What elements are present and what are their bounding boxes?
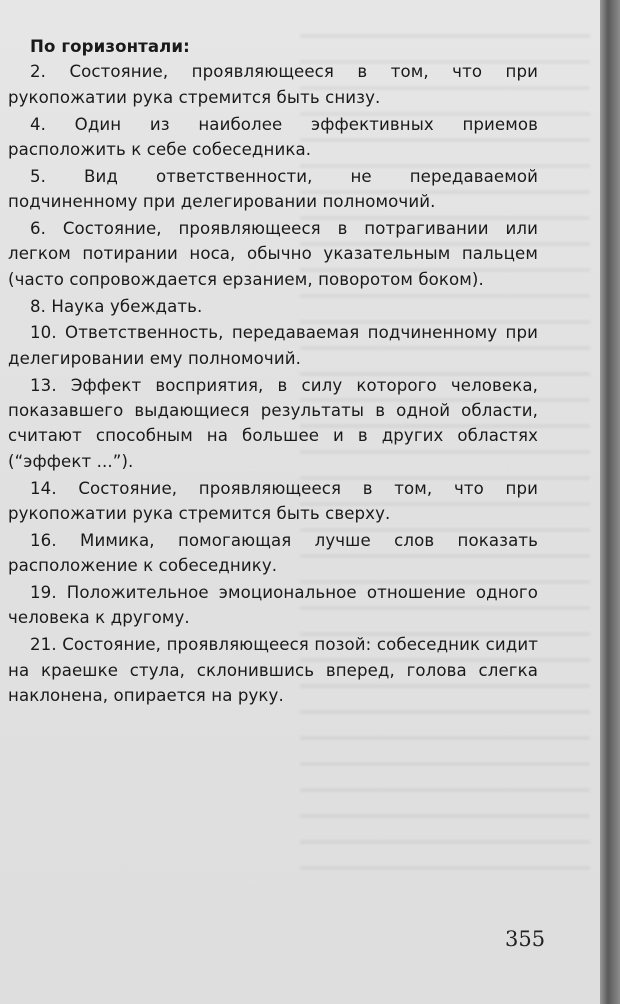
crossword-clues-across — [8, 34, 538, 710]
clue-item: 6. Состояние, проявляющееся в потрагивании или легком потирании носа, обычно указательным пальцем (часто сопровождается ерзанием, поворотом боком). — [8, 219, 538, 289]
clue-item: 10. Ответственность, передаваемая подчиненному при делегировании ему полномочий. — [8, 323, 538, 368]
clue-item: 5. Вид ответственности, не передаваемой подчиненному при делегировании полномочий. — [8, 166, 538, 212]
clue-item: 4. Один из наиболее эффективных приемов расположить к себе собеседника. — [8, 114, 538, 160]
clue-item: 21. Состояние, проявляющееся позой: собеседник сидит на краешке стула, склонившись вперед, голова слегка наклонена, опирается на руку. — [8, 635, 538, 706]
clue-item: 2. Состояние, проявляющееся в том, что при рукопожатии рука стремится быть снизу. — [8, 62, 538, 107]
clue-item: 13. Эффект восприятия, в силу которого человека, показавшего выдающиеся результаты в одной области, считают способным на большее и в других областях (“эффект ...”). — [8, 375, 538, 471]
clue-item: 19. Положительное эмоциональное отношение одного человека к другому. — [8, 583, 538, 628]
section-heading: По горизонтали: — [30, 37, 190, 56]
clue-item: 16. Мимика, помогающая лучше слов показать расположение к собеседнику. — [8, 530, 538, 576]
clue-item: 14. Состояние, проявляющееся в том, что при рукопожатии рука стремится быть сверху. — [8, 478, 538, 524]
page-number: 355 — [505, 927, 546, 951]
clue-item: 8. Наука убеждать. — [30, 296, 203, 316]
book-spine-shadow — [600, 0, 620, 1004]
